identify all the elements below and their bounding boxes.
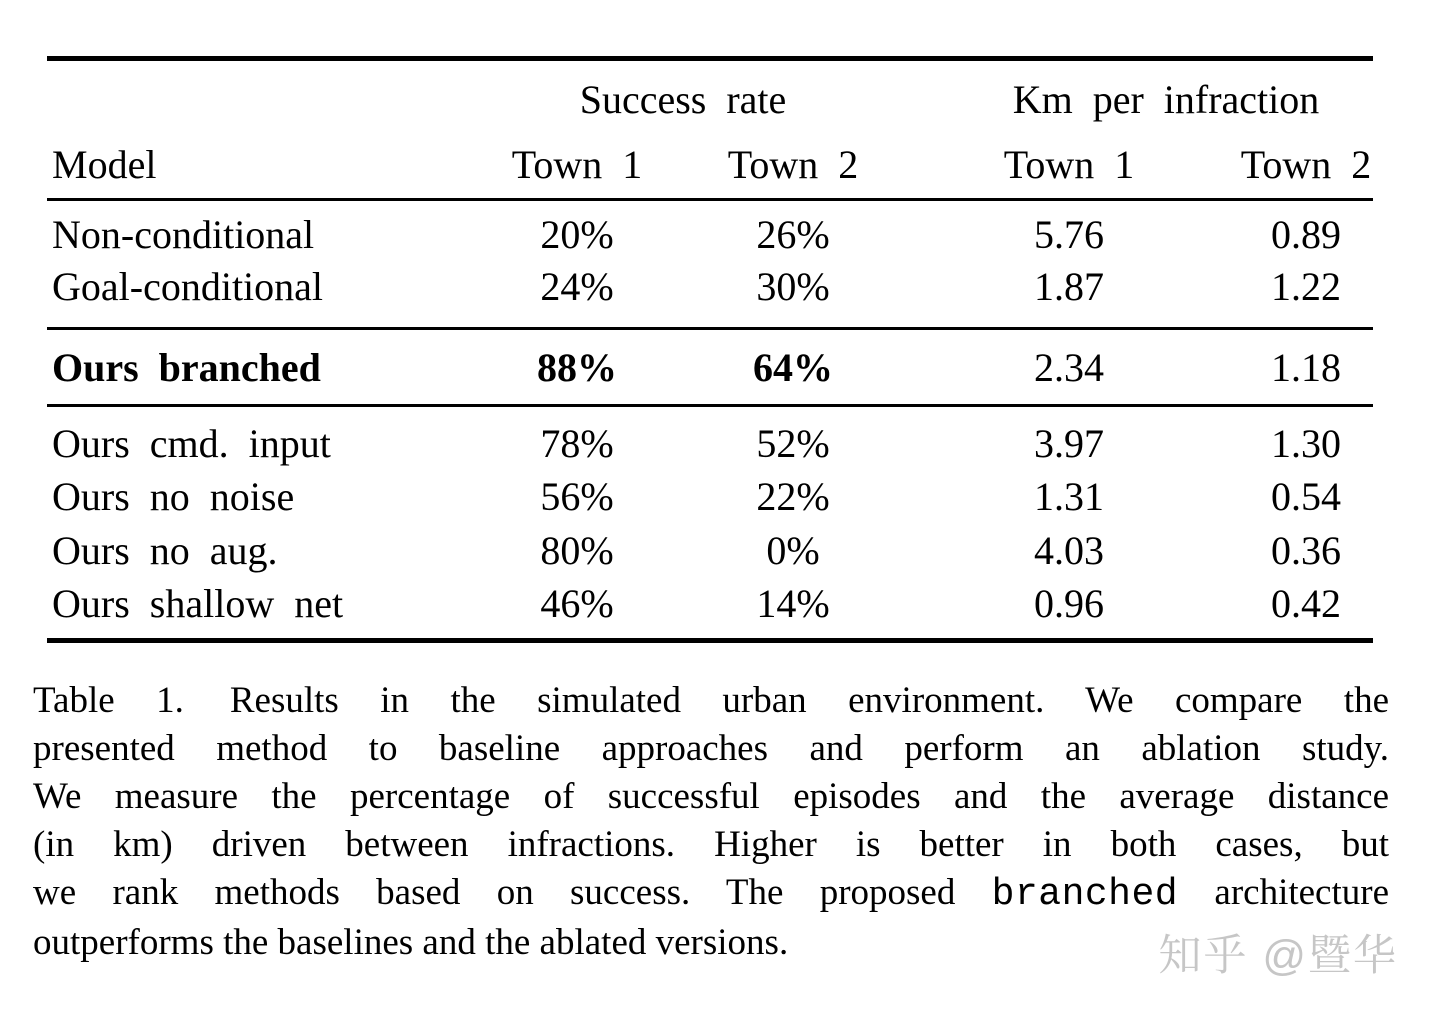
table-row-goal-conditional xyxy=(47,261,1373,329)
branched-code-word: branched xyxy=(991,873,1179,916)
table-row-ours-no-noise xyxy=(47,470,1373,524)
value-cell: 0.54 xyxy=(1271,474,1341,519)
value-cell: 80% xyxy=(540,528,614,573)
value-cell: 3.97 xyxy=(1034,420,1104,466)
zhihu-watermark: 知乎 @暨华 xyxy=(1158,932,1398,980)
value-cell: 1.18 xyxy=(1271,344,1341,390)
model-cell: Ours shallow net xyxy=(52,580,344,626)
success-town1-header: Town 1 xyxy=(511,141,643,187)
group-header-row xyxy=(47,59,1373,131)
model-cell: Non-conditional xyxy=(52,212,315,258)
value-cell: 2.34 xyxy=(1034,344,1104,390)
value-cell: 1.87 xyxy=(1034,264,1104,310)
value-cell: 78% xyxy=(540,420,614,466)
table-row-non-conditional xyxy=(47,200,1373,261)
value-cell: 30% xyxy=(756,264,830,310)
model-cell: Ours no aug. xyxy=(52,528,278,573)
value-cell: 1.22 xyxy=(1271,264,1341,310)
model-cell: Ours branched xyxy=(52,344,321,390)
caption-line-5 xyxy=(33,869,1389,919)
value-cell: 1.30 xyxy=(1271,420,1341,466)
value-cell: 20% xyxy=(540,212,614,258)
value-cell: 26% xyxy=(756,212,830,258)
value-cell: 0.42 xyxy=(1271,580,1341,626)
km-town1-header: Town 1 xyxy=(1003,141,1135,187)
caption-line-4: (in km) driven between infractions. Higher is better in both cases, but xyxy=(33,824,1389,865)
results-table xyxy=(47,56,1373,643)
value-cell: 56% xyxy=(540,474,614,519)
model-cell: Ours no noise xyxy=(52,474,295,519)
value-cell: 88% xyxy=(537,344,617,390)
caption-text: architecture xyxy=(1178,872,1389,913)
value-cell: 0% xyxy=(766,528,820,573)
km-per-infraction-group-header: Km per infraction xyxy=(1012,76,1320,122)
value-cell: 4.03 xyxy=(1034,528,1104,573)
empty-header-cell xyxy=(47,59,467,131)
value-cell: 1.31 xyxy=(1034,474,1104,519)
success-rate-group-header: Success rate xyxy=(579,76,787,122)
value-cell: 24% xyxy=(540,264,614,310)
value-cell: 14% xyxy=(756,580,830,626)
caption-label: Table 1. xyxy=(33,680,184,721)
value-cell: 0.89 xyxy=(1271,212,1341,258)
model-column-header: Model xyxy=(52,141,157,187)
table-row-ours-shallow-net xyxy=(47,578,1373,641)
table-row-ours-branched xyxy=(47,329,1373,406)
column-header-row xyxy=(47,131,1373,200)
table-row-ours-cmd-input xyxy=(47,406,1373,470)
value-cell: 0.96 xyxy=(1034,580,1104,626)
caption-text: we rank methods based on success. The proposed xyxy=(33,872,992,913)
km-town2-header: Town 2 xyxy=(1240,141,1372,187)
value-cell: 0.36 xyxy=(1271,528,1341,573)
caption-line-6: outperforms the baselines and the ablated versions. xyxy=(33,922,789,963)
model-cell: Ours cmd. input xyxy=(52,420,331,466)
caption-line-1 xyxy=(33,677,1389,725)
caption-line-3: We measure the percentage of successful episodes and the average distance xyxy=(33,776,1389,817)
model-cell: Goal-conditional xyxy=(52,264,324,310)
value-cell: 64% xyxy=(753,344,833,390)
caption-text: Results in the simulated urban environment. We compare the xyxy=(229,680,1389,721)
value-cell: 46% xyxy=(540,580,614,626)
value-cell: 52% xyxy=(756,420,830,466)
caption-line-2: presented method to baseline approaches and perform an ablation study. xyxy=(33,728,1389,769)
value-cell: 5.76 xyxy=(1034,212,1104,258)
value-cell: 22% xyxy=(756,474,830,519)
table-row-ours-no-aug xyxy=(47,524,1373,578)
success-town2-header: Town 2 xyxy=(727,141,859,187)
